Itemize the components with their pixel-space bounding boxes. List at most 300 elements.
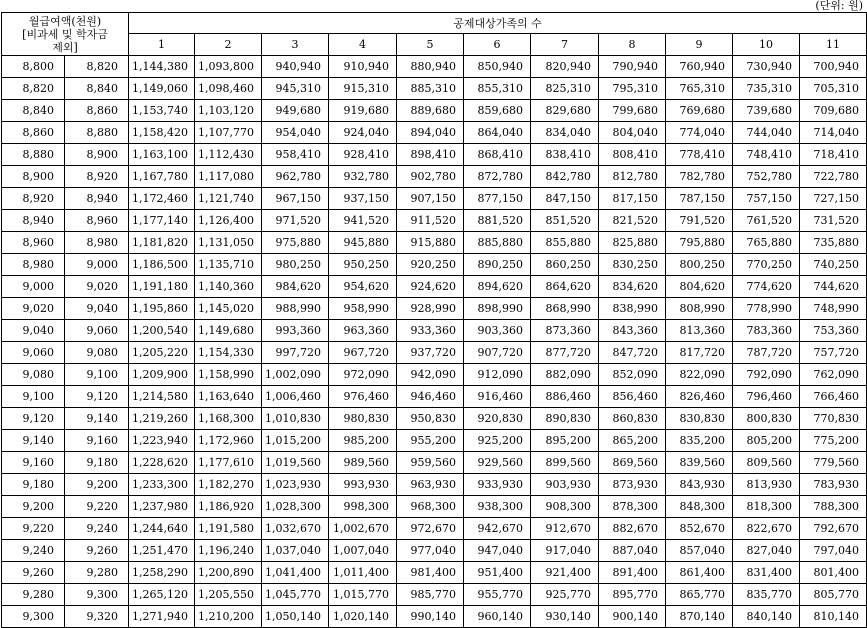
tax-amount-cell: 963,360 [329,320,397,342]
tax-amount-cell: 722,780 [800,166,867,188]
tax-amount-cell: 873,930 [599,474,666,496]
tax-amount-cell: 827,040 [733,540,800,562]
wage-to-cell: 9,100 [65,364,129,386]
tax-amount-cell: 899,560 [531,452,599,474]
wage-from-cell: 9,080 [2,364,65,386]
tax-amount-cell: 808,410 [599,144,666,166]
family-count-header: 3 [262,34,329,56]
tax-amount-cell: 980,250 [262,254,329,276]
tax-amount-cell: 831,400 [733,562,800,584]
tax-amount-cell: 1,045,770 [262,584,329,606]
wage-range-caption [2,13,129,56]
tax-amount-cell: 1,228,620 [129,452,195,474]
tax-amount-cell: 843,360 [599,320,666,342]
tax-amount-cell: 1,158,420 [129,122,195,144]
tax-amount-cell: 1,209,900 [129,364,195,386]
tax-amount-cell: 872,780 [464,166,531,188]
tax-amount-cell: 868,410 [464,144,531,166]
tax-amount-cell: 795,310 [599,78,666,100]
tax-amount-cell: 924,040 [329,122,397,144]
tax-amount-cell: 903,360 [464,320,531,342]
tax-amount-cell: 855,880 [531,232,599,254]
tax-amount-cell: 895,770 [599,584,666,606]
wage-caption-line2: [비과세 및 학자금 [22,27,108,41]
tax-amount-cell: 1,251,470 [129,540,195,562]
wage-to-cell: 8,920 [65,166,129,188]
tax-amount-cell: 1,131,050 [195,232,262,254]
tax-amount-cell: 1,126,400 [195,210,262,232]
family-count-header: 10 [733,34,800,56]
table-row [2,254,867,276]
tax-amount-cell: 1,172,460 [129,188,195,210]
tax-amount-cell: 907,720 [464,342,531,364]
tax-amount-cell: 919,680 [329,100,397,122]
wage-to-cell: 9,060 [65,320,129,342]
tax-amount-cell: 877,720 [531,342,599,364]
table-row [2,364,867,386]
tax-amount-cell: 1,002,670 [329,518,397,540]
tax-amount-cell: 1,028,300 [262,496,329,518]
tax-amount-cell: 993,930 [329,474,397,496]
tax-amount-cell: 886,460 [531,386,599,408]
tax-amount-cell: 800,830 [733,408,800,430]
tax-amount-cell: 795,880 [666,232,733,254]
tax-amount-cell: 775,200 [800,430,867,452]
tax-amount-cell: 817,720 [666,342,733,364]
tax-amount-cell: 959,560 [397,452,464,474]
tax-amount-cell: 891,400 [599,562,666,584]
tax-amount-cell: 805,770 [800,584,867,606]
wage-to-cell: 9,040 [65,298,129,320]
tax-amount-cell: 946,460 [397,386,464,408]
tax-amount-cell: 880,940 [397,56,464,78]
wage-to-cell: 9,260 [65,540,129,562]
tax-amount-cell: 822,670 [733,518,800,540]
tax-amount-cell: 951,400 [464,562,531,584]
tax-amount-cell: 778,410 [666,144,733,166]
tax-amount-cell: 800,250 [666,254,733,276]
tax-amount-cell: 954,620 [329,276,397,298]
tax-amount-cell: 945,880 [329,232,397,254]
tax-amount-cell: 1,019,560 [262,452,329,474]
wage-to-cell: 9,180 [65,452,129,474]
tax-amount-cell: 920,250 [397,254,464,276]
tax-amount-cell: 1,144,380 [129,56,195,78]
tax-amount-cell: 1,191,180 [129,276,195,298]
tax-amount-cell: 1,006,460 [262,386,329,408]
tax-amount-cell: 730,940 [733,56,800,78]
wage-from-cell: 8,840 [2,100,65,122]
wage-from-cell: 8,980 [2,254,65,276]
tax-amount-cell: 968,300 [397,496,464,518]
tax-amount-cell: 783,930 [800,474,867,496]
tax-amount-cell: 911,520 [397,210,464,232]
table-row [2,584,867,606]
tax-amount-cell: 933,360 [397,320,464,342]
tax-amount-cell: 998,300 [329,496,397,518]
tax-amount-cell: 718,410 [800,144,867,166]
tax-amount-cell: 878,300 [599,496,666,518]
tax-amount-cell: 1,172,960 [195,430,262,452]
family-count-header: 8 [599,34,666,56]
tax-amount-cell: 881,520 [464,210,531,232]
wage-from-cell: 8,960 [2,232,65,254]
tax-amount-cell: 791,520 [666,210,733,232]
tax-amount-cell: 976,460 [329,386,397,408]
tax-amount-cell: 967,720 [329,342,397,364]
tax-amount-cell: 903,930 [531,474,599,496]
wage-from-cell: 9,300 [2,606,65,628]
tax-amount-cell: 1,195,860 [129,298,195,320]
tax-amount-cell: 1,205,550 [195,584,262,606]
tax-amount-cell: 929,560 [464,452,531,474]
tax-amount-cell: 1,186,500 [129,254,195,276]
tax-amount-cell: 778,990 [733,298,800,320]
tax-amount-cell: 822,090 [666,364,733,386]
tax-amount-cell: 1,007,040 [329,540,397,562]
tax-amount-cell: 937,720 [397,342,464,364]
tax-amount-cell: 812,780 [599,166,666,188]
tax-amount-cell: 1,191,580 [195,518,262,540]
tax-amount-cell: 967,150 [262,188,329,210]
tax-amount-cell: 748,990 [800,298,867,320]
wage-to-cell: 9,140 [65,408,129,430]
tax-amount-cell: 765,880 [733,232,800,254]
wage-to-cell: 9,020 [65,276,129,298]
tax-amount-cell: 962,780 [262,166,329,188]
tax-table [1,12,867,628]
tax-amount-cell: 801,400 [800,562,867,584]
tax-amount-cell: 855,310 [464,78,531,100]
tax-amount-cell: 925,200 [464,430,531,452]
tax-amount-cell: 840,140 [733,606,800,628]
tax-amount-cell: 940,940 [262,56,329,78]
tax-amount-cell: 757,150 [733,188,800,210]
wage-to-cell: 8,900 [65,144,129,166]
tax-amount-cell: 762,090 [800,364,867,386]
tax-amount-cell: 783,360 [733,320,800,342]
tax-amount-cell: 851,520 [531,210,599,232]
tax-amount-cell: 813,360 [666,320,733,342]
tax-amount-cell: 1,117,080 [195,166,262,188]
tax-amount-cell: 915,880 [397,232,464,254]
tax-amount-cell: 955,200 [397,430,464,452]
family-count-header: 4 [329,34,397,56]
wage-to-cell: 9,200 [65,474,129,496]
tax-amount-cell: 769,680 [666,100,733,122]
tax-amount-cell: 848,300 [666,496,733,518]
table-row [2,298,867,320]
tax-amount-cell: 796,460 [733,386,800,408]
tax-amount-cell: 731,520 [800,210,867,232]
tax-amount-cell: 1,182,270 [195,474,262,496]
wage-from-cell: 8,800 [2,56,65,78]
tax-amount-cell: 859,680 [464,100,531,122]
tax-amount-cell: 852,670 [666,518,733,540]
tax-amount-cell: 865,770 [666,584,733,606]
wage-from-cell: 9,160 [2,452,65,474]
family-count-caption: 공제대상가족의 수 [129,13,867,34]
tax-amount-cell: 843,930 [666,474,733,496]
tax-amount-cell: 740,250 [800,254,867,276]
tax-amount-cell: 1,168,300 [195,408,262,430]
tax-amount-cell: 1,149,060 [129,78,195,100]
wage-from-cell: 9,220 [2,518,65,540]
family-count-header: 7 [531,34,599,56]
tax-amount-cell: 980,830 [329,408,397,430]
tax-amount-cell: 760,940 [666,56,733,78]
tax-amount-cell: 1,154,330 [195,342,262,364]
wage-from-cell: 9,260 [2,562,65,584]
tax-amount-cell: 1,177,610 [195,452,262,474]
wage-from-cell: 9,180 [2,474,65,496]
table-row [2,540,867,562]
tax-amount-cell: 958,990 [329,298,397,320]
tax-amount-cell: 1,219,260 [129,408,195,430]
wage-from-cell: 9,240 [2,540,65,562]
tax-amount-cell: 744,620 [800,276,867,298]
wage-caption-line1: 월급여액(천원) [28,14,102,28]
wage-from-cell: 8,820 [2,78,65,100]
tax-amount-cell: 1,020,140 [329,606,397,628]
tax-amount-cell: 821,520 [599,210,666,232]
family-count-header: 1 [129,34,195,56]
tax-amount-cell: 920,830 [464,408,531,430]
table-header [2,13,867,56]
wage-to-cell: 8,840 [65,78,129,100]
tax-amount-cell: 1,002,090 [262,364,329,386]
tax-amount-cell: 1,050,140 [262,606,329,628]
tax-amount-cell: 1,244,640 [129,518,195,540]
tax-amount-cell: 829,680 [531,100,599,122]
wage-from-cell: 8,900 [2,166,65,188]
table-row [2,166,867,188]
tax-amount-cell: 861,400 [666,562,733,584]
tax-amount-cell: 1,011,400 [329,562,397,584]
tax-amount-cell: 894,620 [464,276,531,298]
tax-amount-cell: 834,040 [531,122,599,144]
tax-amount-cell: 885,880 [464,232,531,254]
wage-to-cell: 9,120 [65,386,129,408]
tax-amount-cell: 1,140,360 [195,276,262,298]
table-row [2,276,867,298]
tax-amount-cell: 770,250 [733,254,800,276]
family-count-header: 2 [195,34,262,56]
tax-amount-cell: 1,210,200 [195,606,262,628]
tax-amount-cell: 885,310 [397,78,464,100]
tax-amount-cell: 1,258,290 [129,562,195,584]
wage-to-cell: 8,940 [65,188,129,210]
tax-amount-cell: 813,930 [733,474,800,496]
tax-amount-cell: 882,670 [599,518,666,540]
tax-amount-cell: 864,040 [464,122,531,144]
tax-amount-cell: 984,620 [262,276,329,298]
tax-amount-cell: 870,140 [666,606,733,628]
tax-amount-cell: 735,880 [800,232,867,254]
tax-amount-cell: 989,560 [329,452,397,474]
tax-amount-cell: 1,186,920 [195,496,262,518]
tax-amount-cell: 838,410 [531,144,599,166]
tax-amount-cell: 748,410 [733,144,800,166]
tax-amount-cell: 753,360 [800,320,867,342]
tax-amount-cell: 774,620 [733,276,800,298]
wage-to-cell: 8,860 [65,100,129,122]
tax-amount-cell: 856,460 [599,386,666,408]
tax-amount-cell: 869,560 [599,452,666,474]
tax-amount-cell: 799,680 [599,100,666,122]
tax-amount-cell: 1,205,220 [129,342,195,364]
wage-to-cell: 9,220 [65,496,129,518]
tax-amount-cell: 835,770 [733,584,800,606]
tax-amount-cell: 1,158,990 [195,364,262,386]
tax-amount-cell: 937,150 [329,188,397,210]
tax-amount-cell: 898,410 [397,144,464,166]
family-count-header: 9 [666,34,733,56]
tax-amount-cell: 1,103,120 [195,100,262,122]
wage-to-cell: 9,280 [65,562,129,584]
tax-amount-cell: 860,830 [599,408,666,430]
tax-amount-cell: 988,990 [262,298,329,320]
tax-amount-cell: 955,770 [464,584,531,606]
tax-amount-cell: 761,520 [733,210,800,232]
tax-amount-cell: 779,560 [800,452,867,474]
tax-amount-cell: 895,200 [531,430,599,452]
tax-amount-cell: 898,990 [464,298,531,320]
table-row [2,232,867,254]
tax-amount-cell: 958,410 [262,144,329,166]
tax-amount-cell: 838,990 [599,298,666,320]
tax-amount-cell: 804,620 [666,276,733,298]
tax-amount-cell: 928,990 [397,298,464,320]
table-row [2,518,867,540]
wage-to-cell: 9,240 [65,518,129,540]
tax-amount-cell: 977,040 [397,540,464,562]
tax-amount-cell: 1,112,430 [195,144,262,166]
tax-amount-cell: 839,560 [666,452,733,474]
tax-amount-cell: 1,015,200 [262,430,329,452]
tax-amount-cell: 975,880 [262,232,329,254]
tax-amount-cell: 787,720 [733,342,800,364]
tax-amount-cell: 1,149,680 [195,320,262,342]
tax-amount-cell: 1,163,640 [195,386,262,408]
tax-amount-cell: 868,990 [531,298,599,320]
table-row [2,144,867,166]
tax-amount-cell: 932,780 [329,166,397,188]
tax-amount-cell: 709,680 [800,100,867,122]
tax-amount-cell: 1,010,830 [262,408,329,430]
tax-amount-cell: 1,163,100 [129,144,195,166]
tax-amount-cell: 788,300 [800,496,867,518]
tax-amount-cell: 981,400 [397,562,464,584]
tax-amount-cell: 924,620 [397,276,464,298]
tax-amount-cell: 1,200,890 [195,562,262,584]
tax-amount-cell: 954,040 [262,122,329,144]
tax-amount-cell: 765,310 [666,78,733,100]
tax-amount-cell: 1,015,770 [329,584,397,606]
tax-amount-cell: 1,181,820 [129,232,195,254]
tax-amount-cell: 1,214,580 [129,386,195,408]
tax-amount-cell: 877,150 [464,188,531,210]
tax-amount-cell: 985,200 [329,430,397,452]
tax-amount-cell: 949,680 [262,100,329,122]
tax-amount-cell: 993,360 [262,320,329,342]
tax-amount-cell: 735,310 [733,78,800,100]
table-row [2,78,867,100]
wage-from-cell: 8,860 [2,122,65,144]
tax-amount-cell: 847,720 [599,342,666,364]
tax-amount-cell: 912,090 [464,364,531,386]
tax-amount-cell: 825,880 [599,232,666,254]
wage-from-cell: 9,280 [2,584,65,606]
tax-amount-cell: 766,460 [800,386,867,408]
tax-amount-cell: 805,200 [733,430,800,452]
tax-amount-cell: 902,780 [397,166,464,188]
tax-amount-cell: 907,150 [397,188,464,210]
tax-amount-cell: 797,040 [800,540,867,562]
wage-to-cell: 8,980 [65,232,129,254]
tax-amount-cell: 945,310 [262,78,329,100]
table-row [2,188,867,210]
tax-amount-cell: 808,990 [666,298,733,320]
tax-amount-cell: 727,150 [800,188,867,210]
wage-to-cell: 9,000 [65,254,129,276]
tax-amount-cell: 942,670 [464,518,531,540]
tax-amount-cell: 809,560 [733,452,800,474]
tax-amount-cell: 782,780 [666,166,733,188]
tax-amount-cell: 850,940 [464,56,531,78]
wage-from-cell: 8,920 [2,188,65,210]
table-row [2,122,867,144]
table-row [2,386,867,408]
table-row [2,100,867,122]
tax-amount-cell: 1,145,020 [195,298,262,320]
tax-amount-cell: 873,360 [531,320,599,342]
table-row [2,474,867,496]
tax-amount-cell: 950,830 [397,408,464,430]
tax-amount-cell: 847,150 [531,188,599,210]
tax-amount-cell: 963,930 [397,474,464,496]
tax-amount-cell: 972,670 [397,518,464,540]
table-row [2,210,867,232]
wage-from-cell: 9,060 [2,342,65,364]
table-row [2,496,867,518]
tax-amount-cell: 830,250 [599,254,666,276]
wage-from-cell: 9,120 [2,408,65,430]
tax-amount-cell: 1,032,670 [262,518,329,540]
tax-amount-cell: 804,040 [599,122,666,144]
tax-amount-cell: 787,150 [666,188,733,210]
tax-amount-cell: 910,940 [329,56,397,78]
tax-amount-cell: 792,670 [800,518,867,540]
tax-amount-cell: 1,271,940 [129,606,195,628]
tax-amount-cell: 921,400 [531,562,599,584]
tax-amount-cell: 1,023,930 [262,474,329,496]
tax-amount-cell: 1,093,800 [195,56,262,78]
tax-amount-cell: 1,223,940 [129,430,195,452]
wage-from-cell: 9,040 [2,320,65,342]
tax-amount-cell: 820,940 [531,56,599,78]
tax-amount-cell: 714,040 [800,122,867,144]
wage-from-cell: 8,940 [2,210,65,232]
tax-amount-cell: 834,620 [599,276,666,298]
family-count-header: 11 [800,34,867,56]
tax-amount-cell: 1,107,770 [195,122,262,144]
tax-amount-cell: 938,300 [464,496,531,518]
tax-amount-cell: 752,780 [733,166,800,188]
wage-to-cell: 8,880 [65,122,129,144]
tax-amount-cell: 700,940 [800,56,867,78]
wage-from-cell: 8,880 [2,144,65,166]
